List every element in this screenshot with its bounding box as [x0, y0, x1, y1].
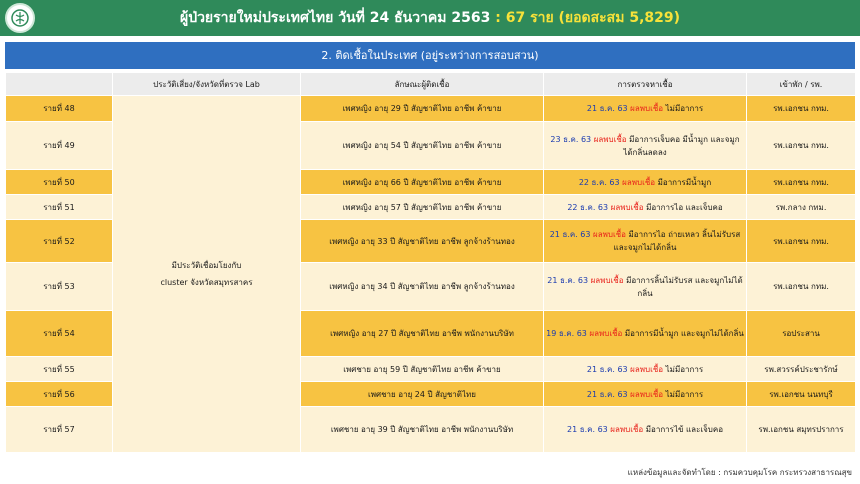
test-date: 22 ธ.ค. 63: [567, 202, 609, 212]
case-label: รายที่ 50: [6, 170, 113, 195]
test-result-cell: [544, 311, 747, 357]
patient-profile: เพศชาย อายุ 59 ปี สัญชาติไทย อาชีพ ค้าขาย: [301, 357, 544, 382]
test-result-cell: [544, 382, 747, 407]
patient-profile: เพศหญิง อายุ 54 ปี สัญชาติไทย อาชีพ ค้าขาย: [301, 122, 544, 170]
hospital: รพ.เอกชน นนทบุรี: [747, 382, 856, 407]
header-bar: [0, 0, 860, 36]
test-result-cell: [544, 263, 747, 311]
patient-profile: เพศหญิง อายุ 34 ปี สัญชาติไทย อาชีพ ลูกจ้างร้านทอง: [301, 263, 544, 311]
title-text: ผู้ป่วยรายใหม่ประเทศไทย วันที่ 24 ธันวาคม 2563: [179, 10, 491, 26]
symptom-text: มีอาการไข้ และเจ็บคอ: [645, 425, 724, 434]
symptom-text: มีอาการเจ็บคอ มีน้ำมูก และจมูกได้กลิ่นลดลง: [623, 134, 740, 157]
test-date: 22 ธ.ค. 63: [578, 177, 620, 187]
risk-text-line: มีประวัติเชื่อมโยงกับ: [171, 261, 242, 270]
positive-result: ผลพบเชื้อ: [589, 329, 623, 338]
case-label: รายที่ 55: [6, 357, 113, 382]
positive-result: ผลพบเชื้อ: [622, 177, 656, 187]
hospital: รพ.สวรรค์ประชารักษ์: [747, 357, 856, 382]
table-header-row: [6, 73, 856, 96]
column-header: เข้าพัก / รพ.: [747, 73, 856, 96]
case-label: รายที่ 48: [6, 96, 113, 122]
column-header: การตรวจหาเชื้อ: [544, 73, 747, 96]
test-result-cell: [544, 220, 747, 263]
hospital: รพ.เอกชน กทม.: [747, 122, 856, 170]
risk-history-cell: [113, 96, 301, 453]
positive-result: ผลพบเชื้อ: [593, 230, 626, 239]
hospital: รพ.เอกชน สมุทรปราการ: [747, 407, 856, 453]
test-date: 21 ธ.ค. 63: [586, 389, 628, 399]
symptom-text: ไม่มีอาการ: [665, 104, 704, 113]
positive-result: ผลพบเชื้อ: [630, 104, 664, 113]
test-date: 21 ธ.ค. 63: [566, 425, 608, 434]
risk-text-line: cluster จังหวัดสมุทรสาคร: [160, 278, 253, 287]
hospital: รพ.เอกชน กทม.: [747, 220, 856, 263]
symptom-text: มีอาการไอ และเจ็บคอ: [646, 202, 723, 212]
case-label: รายที่ 56: [6, 382, 113, 407]
patient-profile: เพศหญิง อายุ 66 ปี สัญชาติไทย อาชีพ ค้าขาย: [301, 170, 544, 195]
hospital: รพ.เอกชน กทม.: [747, 96, 856, 122]
case-label: รายที่ 51: [6, 195, 113, 220]
hospital: รพ.กลาง กทม.: [747, 195, 856, 220]
patient-profile: เพศชาย อายุ 24 ปี สัญชาติไทย: [301, 382, 544, 407]
case-table: [5, 72, 856, 453]
test-date: 21 ธ.ค. 63: [547, 275, 589, 285]
patient-profile: เพศหญิง อายุ 27 ปี สัญชาติไทย อาชีพ พนักงานบริษัท: [301, 311, 544, 357]
test-result-cell: [544, 195, 747, 220]
test-result-cell: [544, 96, 747, 122]
positive-result: ผลพบเชื้อ: [630, 389, 664, 399]
positive-result: ผลพบเชื้อ: [610, 202, 644, 212]
case-label: รายที่ 49: [6, 122, 113, 170]
patient-profile: เพศหญิง อายุ 57 ปี สัญชาติไทย อาชีพ ค้าขาย: [301, 195, 544, 220]
positive-result: ผลพบเชื้อ: [590, 275, 624, 285]
page-title: [0, 0, 860, 36]
case-label: รายที่ 53: [6, 263, 113, 311]
symptom-text: มีอาการลิ้นไม่รับรส และจมูกไม่ได้กลิ่น: [626, 275, 743, 298]
symptom-text: ไม่มีอาการ: [665, 364, 704, 374]
test-date: 21 ธ.ค. 63: [549, 230, 591, 239]
test-result-cell: [544, 170, 747, 195]
patient-profile: เพศชาย อายุ 39 ปี สัญชาติไทย อาชีพ พนักงานบริษัท: [301, 407, 544, 453]
column-header: ประวัติเสี่ยง/จังหวัดที่ตรวจ Lab: [113, 73, 301, 96]
column-header: [6, 73, 113, 96]
section-title: 2. ติดเชื้อในประเทศ (อยู่ระหว่างการสอบสวน): [5, 42, 855, 69]
source-footer: แหล่งข้อมูลและจัดทำโดย : กรมควบคุมโรค กระทรวงสาธารณสุข: [627, 468, 852, 477]
test-result-cell: [544, 122, 747, 170]
positive-result: ผลพบเชื้อ: [593, 134, 627, 144]
positive-result: ผลพบเชื้อ: [630, 364, 664, 374]
test-date: 19 ธ.ค. 63: [546, 329, 587, 338]
hospital: รพ.เอกชน กทม.: [747, 170, 856, 195]
test-date: 21 ธ.ค. 63: [586, 364, 628, 374]
positive-result: ผลพบเชื้อ: [610, 425, 644, 434]
test-result-cell: [544, 357, 747, 382]
table-row: [6, 96, 856, 122]
symptom-text: มีอาการไอ ถ่ายเหลว ลิ้นไม่รับรส และจมูกไม่ได้กลิ่น: [613, 230, 741, 252]
case-label: รายที่ 57: [6, 407, 113, 453]
test-date: 23 ธ.ค. 63: [550, 134, 592, 144]
hospital: รพ.เอกชน กทม.: [747, 263, 856, 311]
column-header: ลักษณะผู้ติดเชื้อ: [301, 73, 544, 96]
symptom-text: มีอาการมีน้ำมูก และจมูกไม่ได้กลิ่น: [624, 329, 744, 338]
test-date: 21 ธ.ค. 63: [586, 104, 628, 113]
table-body: [6, 96, 856, 453]
title-count: : 67 ราย (ยอดสะสม 5,829): [490, 10, 681, 26]
patient-profile: เพศหญิง อายุ 29 ปี สัญชาติไทย อาชีพ ค้าขาย: [301, 96, 544, 122]
symptom-text: มีอาการมีน้ำมูก: [657, 177, 712, 187]
test-result-cell: [544, 407, 747, 453]
patient-profile: เพศหญิง อายุ 33 ปี สัญชาติไทย อาชีพ ลูกจ้างร้านทอง: [301, 220, 544, 263]
case-label: รายที่ 54: [6, 311, 113, 357]
hospital: รอประสาน: [747, 311, 856, 357]
symptom-text: ไม่มีอาการ: [665, 389, 704, 399]
case-label: รายที่ 52: [6, 220, 113, 263]
